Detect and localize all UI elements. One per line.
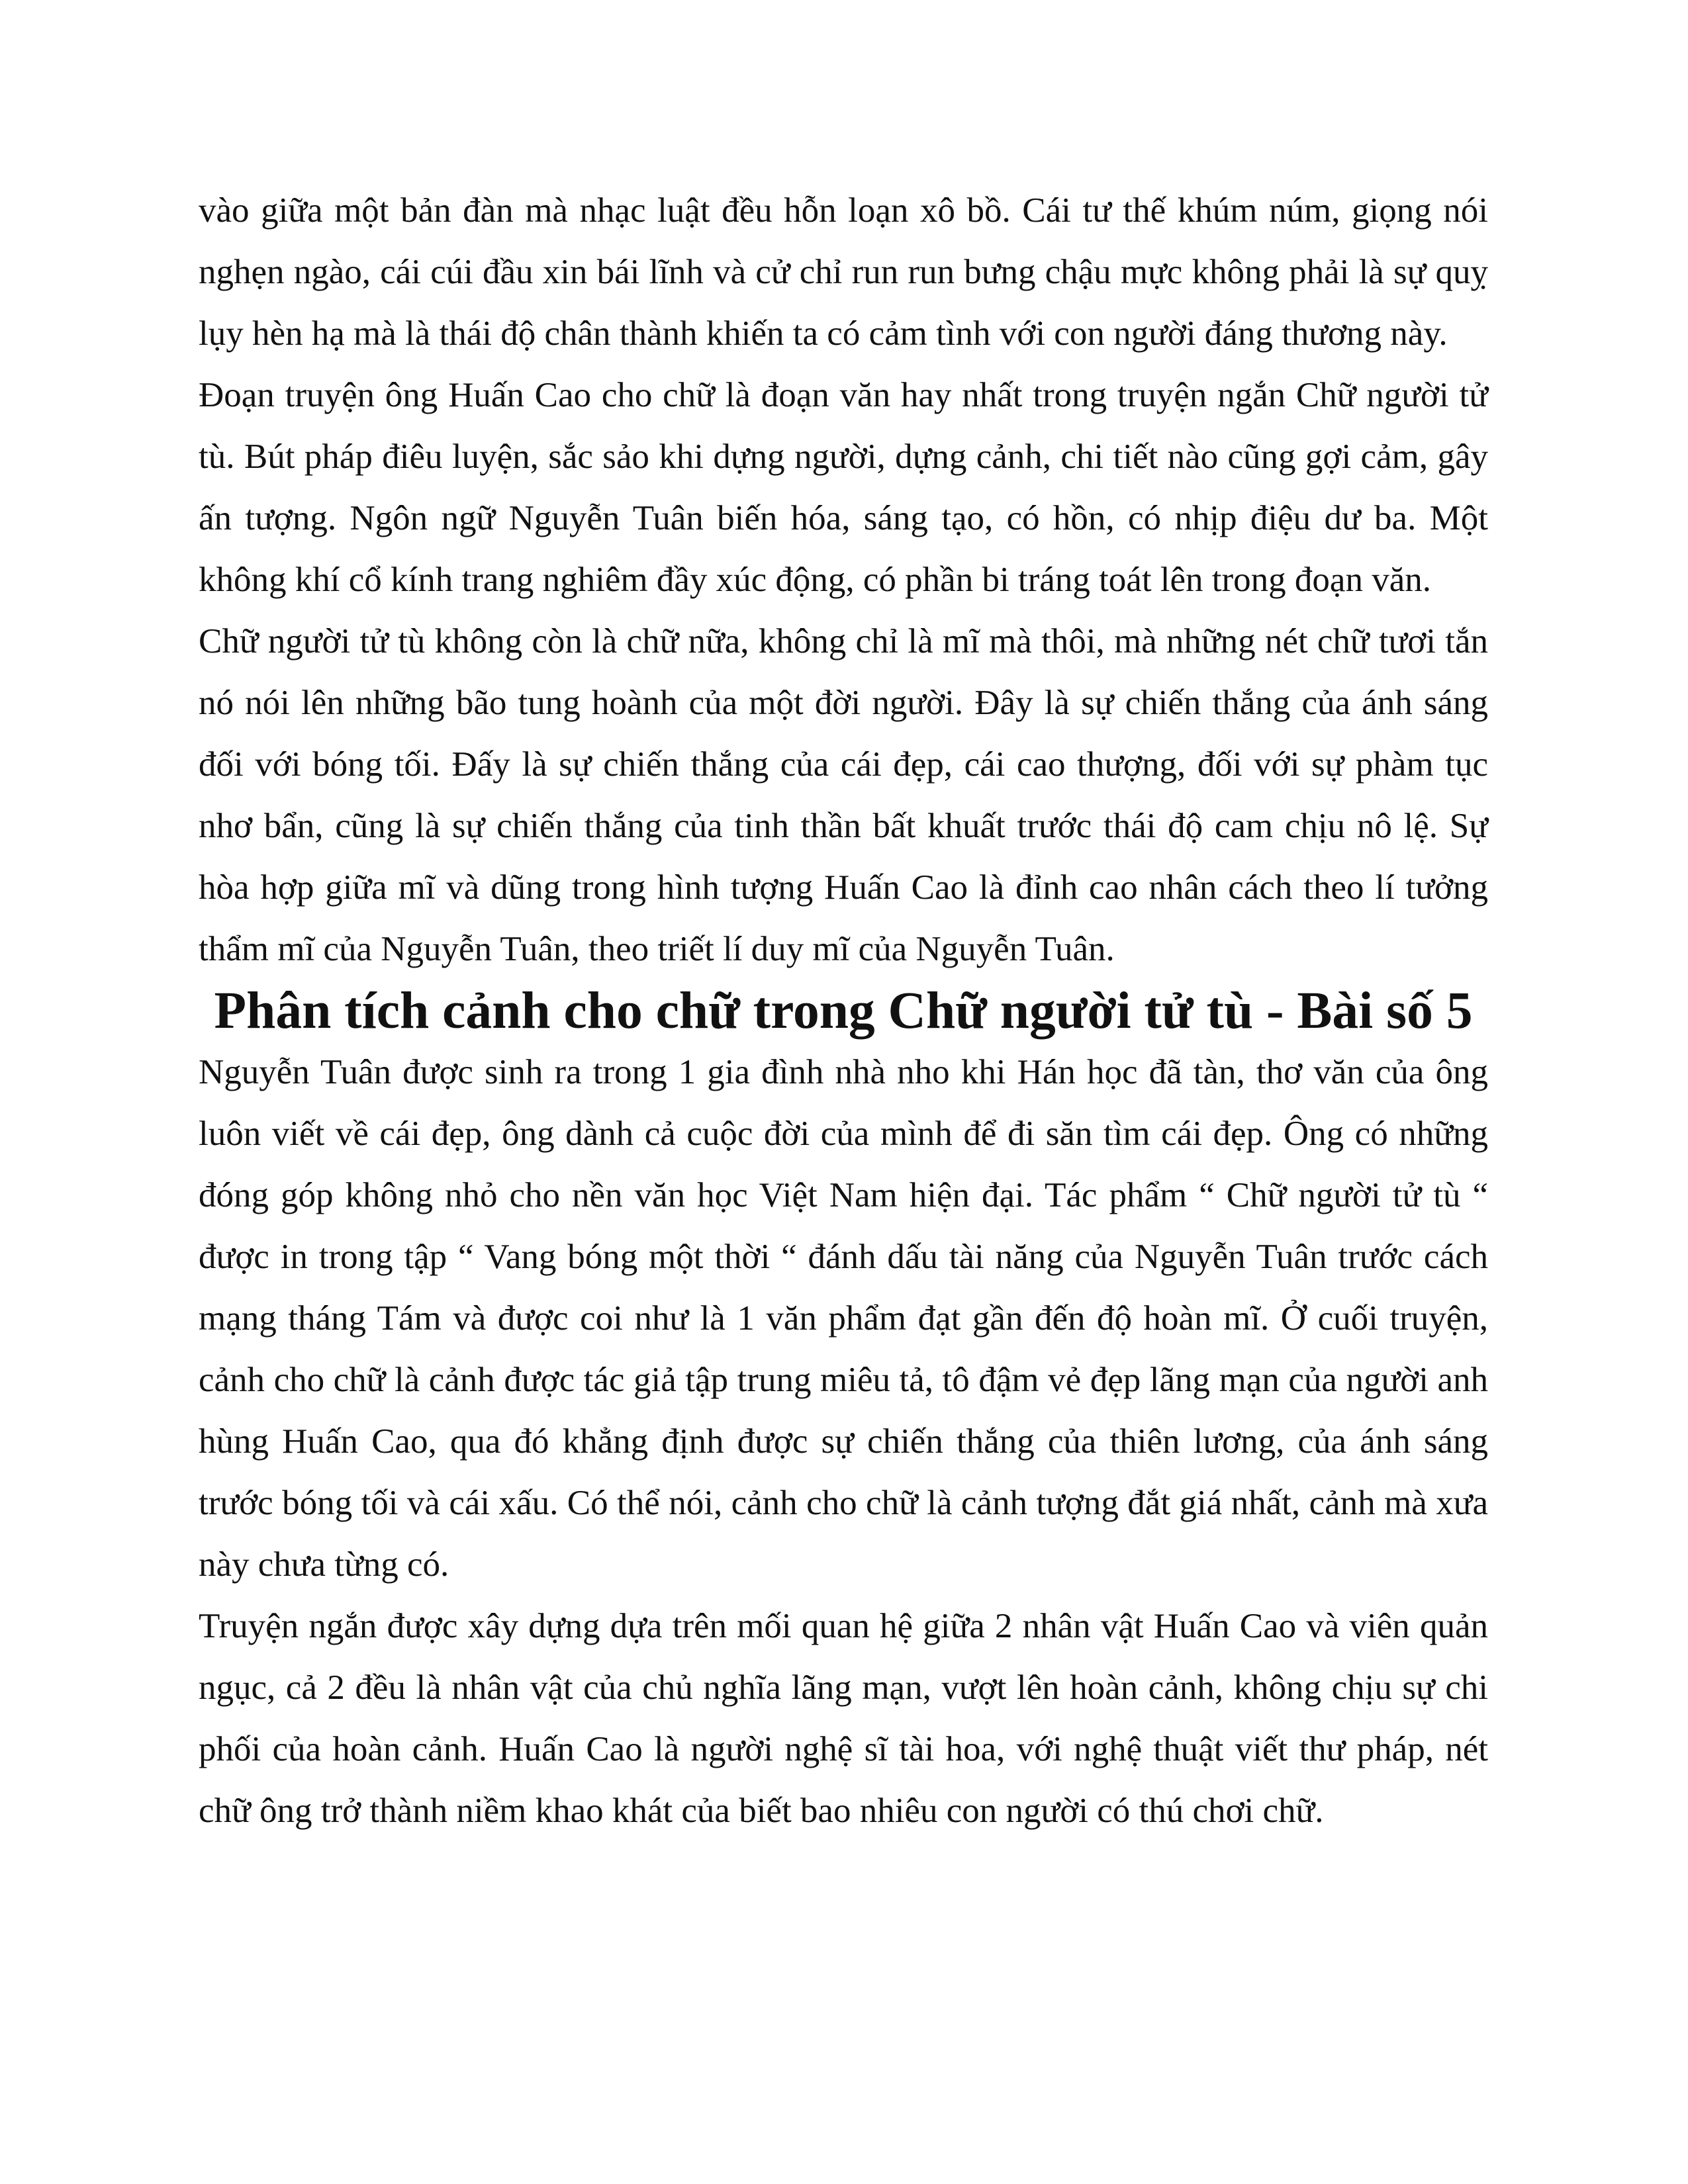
paragraph-1: vào giữa một bản đàn mà nhạc luật đều hỗn loạn xô bồ. Cái tư thế khúm núm, giọng nói nghẹn ngào, cái cúi đầu xin bái lĩnh và cử chỉ run run bưng chậu mực không phải là sự quỵ lụy hèn hạ mà là thái độ chân thành khiến ta có cảm tình với con người đáng thương này. — [199, 191, 1488, 353]
document-body — [199, 180, 1488, 1842]
paragraph-5: Truyện ngắn được xây dựng dựa trên mối quan hệ giữa 2 nhân vật Huấn Cao và viên quản ngục, cả 2 đều là nhân vật của chủ nghĩa lãng mạn, vượt lên hoàn cảnh, không chịu sự chi phối của hoàn cảnh. Huấn Cao là người nghệ sĩ tài hoa, với nghệ thuật viết thư pháp, nét chữ ông trở thành niềm khao khát của biết bao nhiêu con người có thú chơi chữ. — [199, 1607, 1488, 1830]
paragraph-4: Nguyễn Tuân được sinh ra trong 1 gia đình nhà nho khi Hán học đã tàn, thơ văn của ông luôn viết về cái đẹp, ông dành cả cuộc đời của mình để đi săn tìm cái đẹp. Ông có những đóng góp không nhỏ cho nền văn học Việt Nam hiện đại. Tác phẩm “ Chữ người tử tù “ được in trong tập “ Vang bóng một thời “ đánh dấu tài năng của Nguyễn Tuân trước cách mạng tháng Tám và được coi như là 1 văn phẩm đạt gần đến độ hoàn mĩ. Ở cuối truyện, cảnh cho chữ là cảnh được tác giả tập trung miêu tả, tô đậm vẻ đẹp lãng mạn của người anh hùng Huấn Cao, qua đó khẳng định được sự chiến thắng của thiên lương, của ánh sáng trước bóng tối và cái xấu. Có thể nói, cảnh cho chữ là cảnh tượng đắt giá nhất, cảnh mà xưa này chưa từng có. — [199, 1053, 1488, 1584]
paragraph-3: Chữ người tử tù không còn là chữ nữa, không chỉ là mĩ mà thôi, mà những nét chữ tươi tắn nó nói lên những bão tung hoành của một đời người. Đây là sự chiến thắng của ánh sáng đối với bóng tối. Đấy là sự chiến thắng của cái đẹp, cái cao thượng, đối với sự phàm tục nhơ bẩn, cũng là sự chiến thắng của tinh thần bất khuất trước thái độ cam chịu nô lệ. Sự hòa hợp giữa mĩ và dũng trong hình tượng Huấn Cao là đỉnh cao nhân cách theo lí tưởng thẩm mĩ của Nguyễn Tuân, theo triết lí duy mĩ của Nguyễn Tuân. — [199, 622, 1488, 968]
section-heading: Phân tích cảnh cho chữ trong Chữ người tử tù - Bài số 5 — [214, 981, 1473, 1040]
paragraph-2: Đoạn truyện ông Huấn Cao cho chữ là đoạn văn hay nhất trong truyện ngắn Chữ người tử tù. Bút pháp điêu luyện, sắc sảo khi dựng người, dựng cảnh, chi tiết nào cũng gợi cảm, gây ấn tượng. Ngôn ngữ Nguyễn Tuân biến hóa, sáng tạo, có hồn, có nhịp điệu dư ba. Một không khí cổ kính trang nghiêm đầy xúc động, có phần bi tráng toát lên trong đoạn văn. — [199, 376, 1488, 599]
